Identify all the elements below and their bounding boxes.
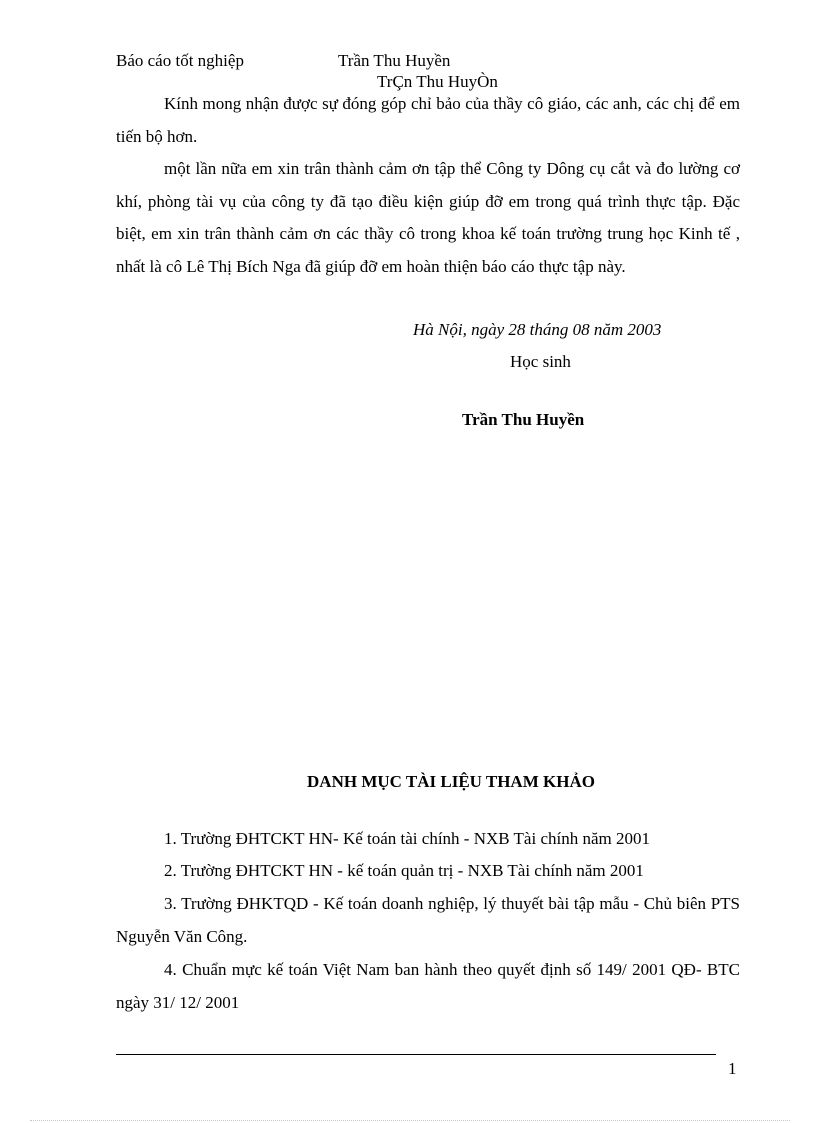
reference-text-3: 3. Trường ĐHKTQD - Kế toán doanh nghiệp, lý thuyết bài tập mẫu - Chủ biên PTS Nguyễn Văn Công.	[116, 894, 740, 946]
reference-item-2	[116, 855, 740, 888]
acknowledgement-text-2: một lần nữa em xin trân thành cảm ơn tập thể Công ty Dông cụ cắt và đo lường cơ khí, phòng tài vụ của công ty đã tạo điều kiện giúp đỡ em trong quá trình thực tập. Đặc biệt, em xin trân thành cảm ơn các thầy cô trong khoa kế toán trường trung học Kinh tế , nhất là cô Lê Thị Bích Nga đã giúp đỡ em hoàn thiện báo cáo thực tập này.	[116, 159, 740, 276]
signature-date: Hà Nội, ngày 28 tháng 08 năm 2003	[413, 320, 662, 339]
footer-rule	[116, 1054, 716, 1055]
signature-name: Trần Thu Huyền	[462, 410, 585, 429]
reference-item-1	[116, 823, 740, 856]
header-title: Báo cáo tốt nghiệp	[116, 51, 244, 70]
signature-role: Học sinh	[510, 352, 571, 371]
header-author-garbled: TrÇn Thu HuyÒn	[377, 72, 498, 91]
references-title: DANH MỤC TÀI LIỆU THAM KHẢO	[307, 772, 595, 791]
page-number: 1	[728, 1059, 737, 1078]
reference-text-4: 4. Chuẩn mực kế toán Việt Nam ban hành theo quyết định số 149/ 2001 QĐ- BTC ngày 31/ 12/ 2001	[116, 960, 740, 1012]
page-boundary	[30, 1120, 790, 1121]
reference-text-1: 1. Trường ĐHTCKT HN- Kế toán tài chính - NXB Tài chính năm 2001	[164, 829, 650, 848]
reference-item-4	[116, 954, 740, 1019]
reference-item-3	[116, 888, 740, 953]
header-author: Trần Thu Huyền	[338, 51, 451, 70]
acknowledgement-text-1: Kính mong nhận được sự đóng góp chỉ bảo của thầy cô giáo, các anh, các chị để em tiến bộ hơn.	[116, 94, 740, 146]
acknowledgement-paragraph-1	[116, 88, 740, 153]
acknowledgement-paragraph-2	[116, 153, 740, 283]
reference-text-2: 2. Trường ĐHTCKT HN - kế toán quản trị - NXB Tài chính năm 2001	[164, 861, 644, 880]
